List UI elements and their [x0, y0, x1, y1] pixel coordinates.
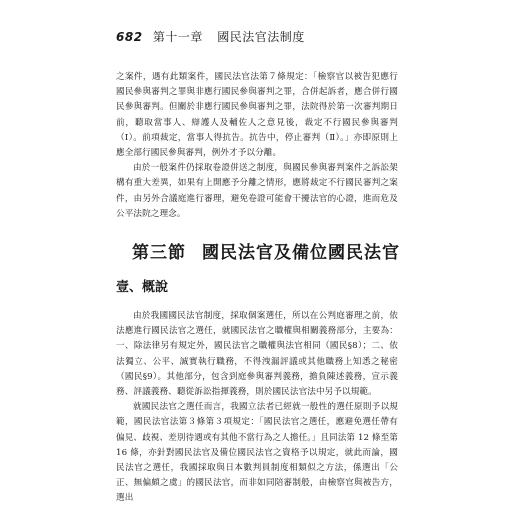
section-number: 第三節 — [132, 243, 186, 263]
running-header — [116, 28, 305, 45]
paragraph: 之案件，遇有此類案件，國民法官法第７條規定：「檢察官以被告犯應行國民參與審判之罪與非應行國民參與審判之罪，合併起訴者，應合併行國民參與審判。但關於非應行國民參與審判之罪，法院得於第一次審判期日前，聽取當事人、辯護人及輔佐人之意見後，裁定不行國民參與審判（Ⅰ）。前項裁定，當事人得抗告。抗告中，停止審判（Ⅱ）。」亦即原則上應全部行國民參與審判，例外才予以分離。 — [116, 72, 398, 159]
paragraph: 由於一般案件仍採取卷證併送之制度，與國民參與審判案件之訴訟架構有重大差異，如果有上開應予分離之情形，應將裁定不行國民審判之案件，由另外合議庭進行審理，避免卷證可能會干擾法官的心證，進而危及公平法院之理念。 — [116, 163, 398, 219]
page-number: 682 — [116, 30, 143, 44]
body-text-bottom — [116, 309, 398, 507]
paragraph: 就國民法官之選任而言，我國立法者已經就一般性的選任原則予以規範，國民法官法第３條第３項規定：「國民法官之選任，應避免選任帶有偏見、歧視、差別待遇或有其他不當行為之人擔任。」且同法第 12 條至第 16 條，亦針對國民法官及備位國民法官之資格予以規定，就此而論，國民法官之選任，我國採取與日本數判員制度相類似之方法，係選出「公正、無偏頗之虞」的國民法官，而非如同陪審制般，由檢察官與被告方，選出 — [116, 402, 399, 504]
section-heading — [132, 238, 400, 263]
section-title: 國民法官及備位國民法官 — [202, 243, 400, 263]
chapter-label: 第十一章 — [152, 30, 203, 44]
chapter-title: 國民法官法制度 — [217, 30, 305, 44]
sub-heading: 壹、概說 — [116, 280, 169, 295]
body-text-top — [116, 70, 398, 222]
paragraph: 由於我國國民法官制度，採取個案選任，所以在公判庭審理之前，依法應進行國民法官之選任，就國民法官之職權與相關義務部分，主要為：一、除法律另有規定外，國民法官之職權與法官相同（國民§8）；二、依法獨立、公平、誠實執行職務，不得洩漏評議或其他職務上知悉之秘密（國民§9）。其他部分，包含到庭參與審判義務，擔負陳述義務，宣示義務、評議義務、聽從訴訟指揮義務，則於國民法官法中另予以規範。 — [116, 311, 398, 398]
